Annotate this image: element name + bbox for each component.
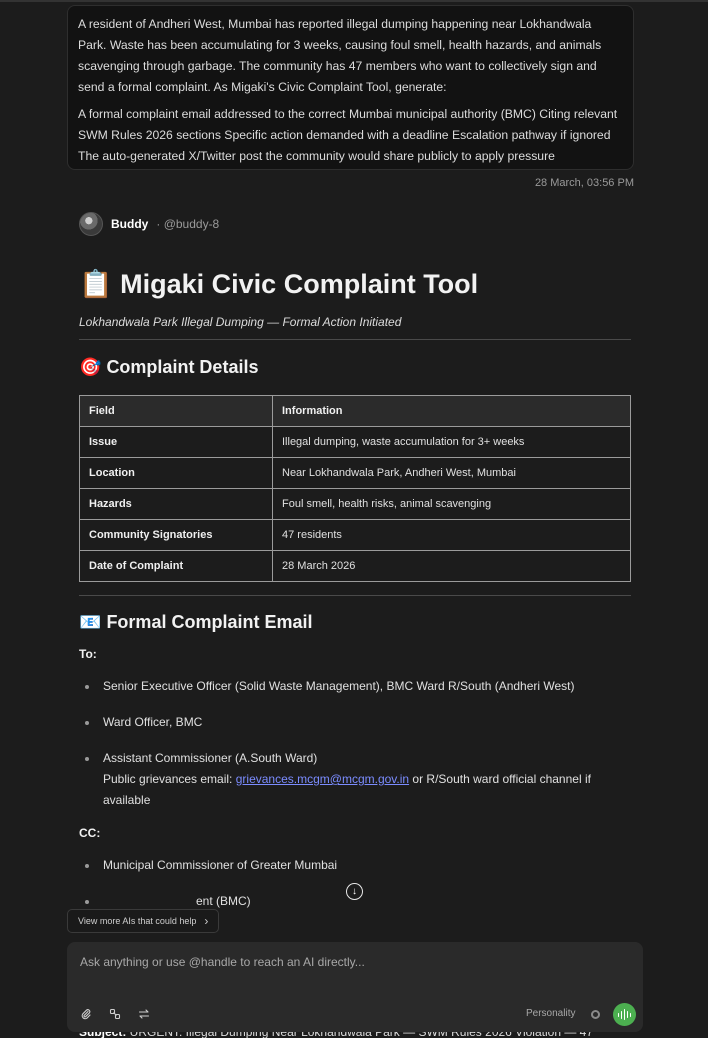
link-button[interactable] xyxy=(107,1006,123,1022)
table-cell-info: 28 March 2026 xyxy=(273,551,631,582)
table-cell-field: Community Signatories xyxy=(80,520,273,551)
table-row xyxy=(80,551,631,582)
table-cell-field: Issue xyxy=(80,427,273,458)
email-icon: 📧 xyxy=(79,612,102,632)
target-icon: 🎯 xyxy=(79,357,102,377)
voice-bar xyxy=(618,1013,620,1017)
avatar[interactable] xyxy=(79,212,103,236)
to-list xyxy=(79,676,631,811)
user-message-para-1: A resident of Andheri West, Mumbai has reported illegal dumping happening near Lokhandwala Park. Waste has been accumulating for 3 weeks, causing foul smell, health hazards, and animals scavenging through garbage. The community has 47 members who want to collectively sign and send a formal complaint. As Migaki's Civic Complaint Tool, generate: xyxy=(78,17,602,94)
grievance-email-link[interactable]: grievances.mcgm@mcgm.gov.in xyxy=(235,772,410,786)
cc-label: CC: xyxy=(79,826,101,840)
top-divider xyxy=(0,0,708,2)
link-icon xyxy=(109,1008,121,1020)
list-item-text: Assistant Commissioner (A.South Ward) xyxy=(103,751,318,765)
table-cell-info: Illegal dumping, waste accumulation for 3+ weeks xyxy=(273,427,631,458)
switch-button[interactable] xyxy=(136,1006,152,1022)
voice-bar xyxy=(627,1011,629,1018)
table-row xyxy=(80,458,631,489)
grievance-prefix: Public grievances email: xyxy=(103,772,236,786)
divider xyxy=(79,595,631,596)
table-cell-info: Near Lokhandwala Park, Andheri West, Mumbai xyxy=(273,458,631,489)
bot-header xyxy=(79,212,219,236)
list-item xyxy=(79,748,631,811)
clipboard-icon: 📋 xyxy=(79,269,113,299)
bot-response xyxy=(79,262,631,927)
composer xyxy=(67,942,643,1032)
complaint-details-table xyxy=(79,395,631,582)
bot-handle-text: @buddy-8 xyxy=(163,217,220,231)
voice-bar xyxy=(621,1011,623,1019)
to-label: To: xyxy=(79,647,97,661)
paperclip-icon xyxy=(80,1008,92,1020)
view-more-ais-button[interactable] xyxy=(67,909,219,933)
personality-label[interactable]: Personality xyxy=(526,1008,576,1019)
list-item: Ward Officer, BMC xyxy=(79,712,631,733)
divider xyxy=(79,339,631,340)
table-cell-field: Hazards xyxy=(80,489,273,520)
list-item: Municipal Commissioner of Greater Mumbai xyxy=(79,855,631,876)
list-item: Senior Executive Officer (Solid Waste Management), BMC Ward R/South (Andheri West) xyxy=(79,676,631,697)
chevron-right-icon: › xyxy=(204,914,209,928)
response-title-text: Migaki Civic Complaint Tool xyxy=(120,269,479,299)
email-heading-text: Formal Complaint Email xyxy=(106,612,313,632)
scroll-down-button[interactable] xyxy=(346,883,363,900)
table-header-field: Field xyxy=(80,396,273,427)
complaint-details-heading-text: Complaint Details xyxy=(106,357,259,377)
bot-name[interactable]: Buddy xyxy=(111,217,149,231)
table-header-row xyxy=(80,396,631,427)
personality-toggle[interactable] xyxy=(591,1010,600,1019)
bot-handle xyxy=(156,217,219,231)
voice-bar xyxy=(630,1013,632,1017)
swap-icon xyxy=(138,1008,150,1020)
arrow-down-icon: ↓ xyxy=(352,885,357,897)
grievance-suffix: or R/South ward official channel if available xyxy=(103,772,591,807)
response-title xyxy=(79,262,631,306)
table-cell-info: Foul smell, health risks, animal scavenging xyxy=(273,489,631,520)
table-cell-info: 47 residents xyxy=(273,520,631,551)
message-timestamp: 28 March, 03:56 PM xyxy=(534,177,634,189)
table-row xyxy=(80,520,631,551)
voice-bar xyxy=(624,1009,626,1020)
voice-button[interactable] xyxy=(613,1003,636,1026)
table-row xyxy=(80,427,631,458)
table-header-information: Information xyxy=(273,396,631,427)
list-item: ent (BMC) xyxy=(79,891,631,912)
handle-separator: · xyxy=(156,217,161,231)
table-cell-field: Date of Complaint xyxy=(80,551,273,582)
view-more-label: View more AIs that could help xyxy=(78,916,197,926)
response-subtitle: Lokhandwala Park Illegal Dumping — Formal Action Initiated xyxy=(79,315,402,329)
complaint-details-heading xyxy=(79,354,631,380)
user-message xyxy=(67,5,634,170)
table-cell-field: Location xyxy=(80,458,273,489)
table-row xyxy=(80,489,631,520)
attach-button[interactable] xyxy=(78,1006,94,1022)
email-heading xyxy=(79,609,631,635)
composer-input[interactable]: Ask anything or use @handle to reach an AI directly... xyxy=(80,955,365,969)
user-message-para-2: A formal complaint email addressed to the correct Mumbai municipal authority (BMC) Citing relevant SWM Rules 2026 sections Specific action demanded with a deadline Escalation pathway if ignored The auto-generated X/Twitter post the community would share publicly to apply pressure xyxy=(78,107,618,163)
